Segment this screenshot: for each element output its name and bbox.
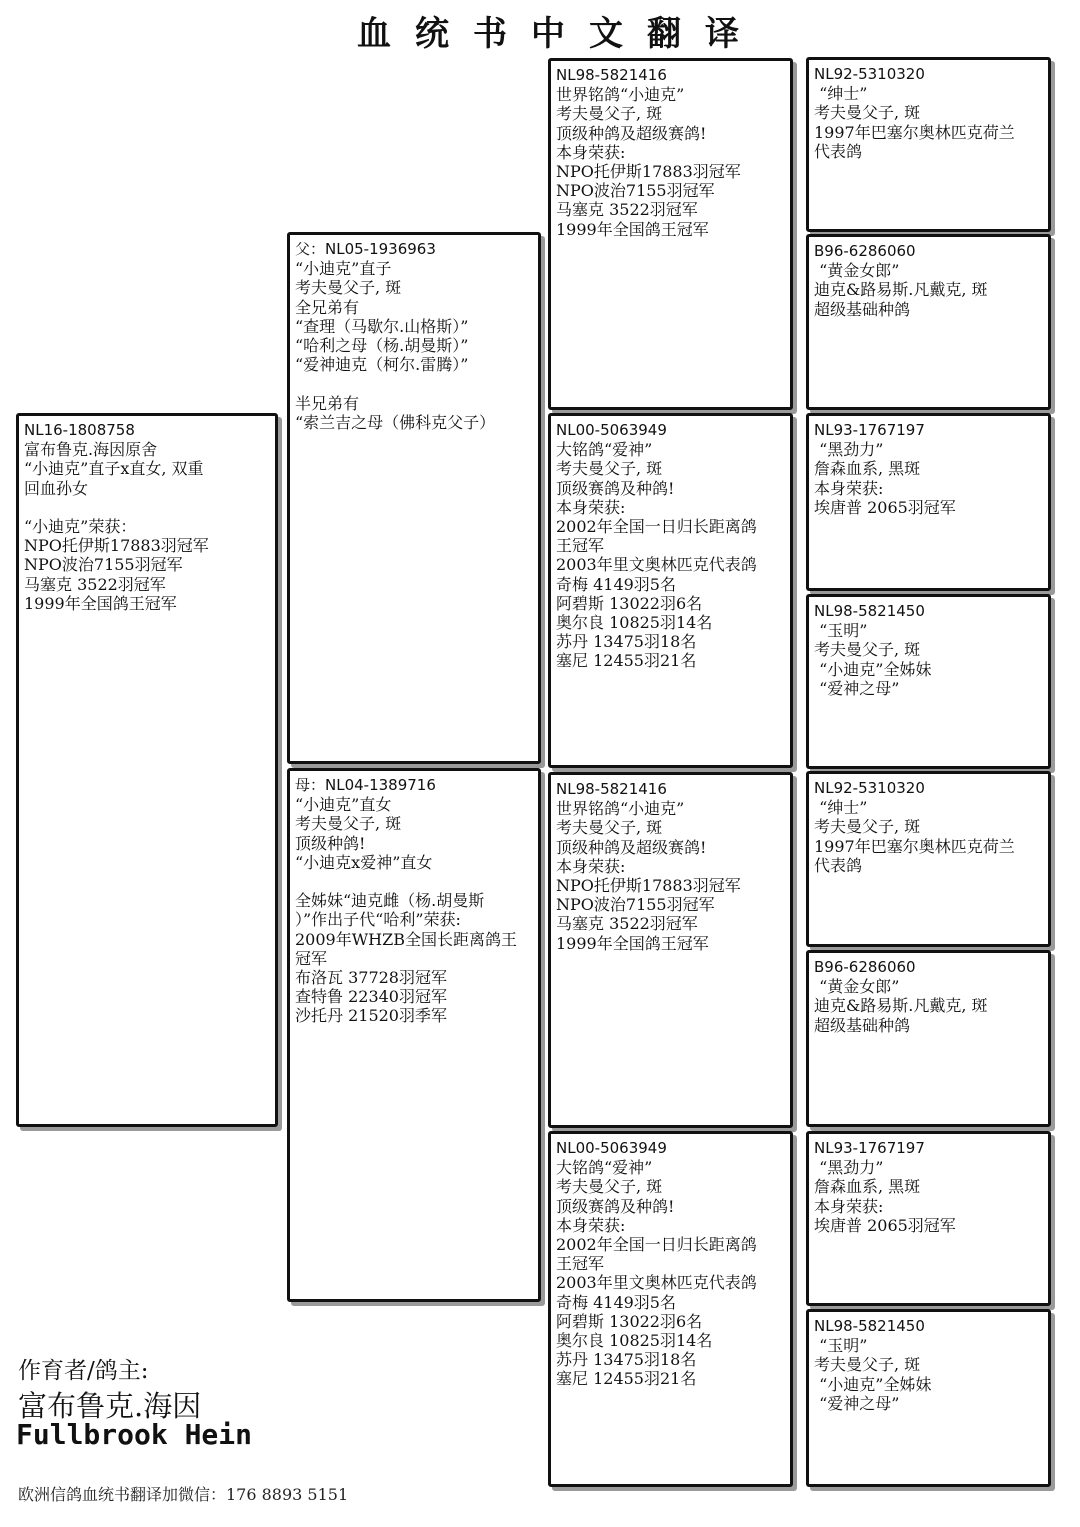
pedigree-line: 1999年全国鸽王冠军 [556, 933, 709, 953]
pedigree-line: “绅士” [814, 84, 868, 104]
pedigree-line: 1997年巴塞尔奥林匹克荷兰 [814, 836, 1015, 856]
ring-number: NL98-5821450 [814, 1317, 925, 1335]
pedigree-line: NPO波治7155羽冠军 [24, 555, 183, 575]
pedigree-line: 考夫曼父子, 斑 [295, 278, 402, 298]
pedigree-line: NPO托伊斯17883羽冠军 [556, 876, 741, 896]
pedigree-line: NPO波治7155羽冠军 [556, 895, 715, 915]
pedigree-line: 全姊妹“迪克雌（杨.胡曼斯 [295, 891, 485, 911]
footer-contact: 欧洲信鸽血统书翻译加微信：176 8893 5151 [18, 1485, 349, 1504]
pedigree-line [295, 872, 534, 891]
pedigree-line: 1999年全国鸽王冠军 [556, 219, 709, 239]
pedigree-line: ）”作出子代“哈利”荣获: [295, 910, 461, 930]
ring-number: 母：NL04-1389716 [295, 776, 436, 794]
pedigree-line: “小迪克”直女 [295, 795, 392, 815]
pedigree-line: 顶级种鸽及超级赛鸽! [556, 123, 707, 143]
pedigree-line: 王冠军 [556, 1254, 605, 1274]
ring-number: B96-6286060 [814, 242, 916, 260]
pedigree-line: 王冠军 [556, 536, 605, 556]
pedigree-line: 苏丹 13475羽18名 [556, 632, 697, 652]
pedigree-line: 考夫曼父子, 斑 [556, 459, 663, 479]
ring-number: NL00-5063949 [556, 421, 667, 439]
pedigree-line: 埃唐普 2065羽冠军 [814, 497, 956, 517]
pedigree-line: “索兰吉之母（佛科克父子） [295, 412, 496, 432]
pedigree-box-dam [287, 768, 541, 1302]
pedigree-box-dam-sire [548, 772, 793, 1128]
pedigree-line: 代表鸽 [814, 141, 863, 161]
breeder-name-chinese: 富布鲁克.海因 [18, 1389, 202, 1423]
ring-number: NL92-5310320 [814, 65, 925, 83]
pedigree-line: 塞尼 12455羽21名 [556, 1369, 697, 1389]
pedigree-line: 半兄弟有 [295, 393, 360, 413]
pedigree-line: 回血孙女 [24, 478, 89, 498]
pedigree-line: 本身荣获: [556, 497, 626, 517]
breeder-name-english: Fullbrook Hein [16, 1418, 253, 1451]
pedigree-line: 顶级赛鸽及种鸽! [556, 478, 675, 498]
pedigree-box-sire [287, 232, 541, 764]
pedigree-box-dsd [806, 950, 1051, 1127]
pedigree-line: 顶级种鸽! [295, 833, 366, 853]
pedigree-line: 超级基础种鸽 [814, 299, 911, 319]
pedigree-line: 迪克&路易斯.凡戴克, 斑 [814, 280, 988, 300]
pedigree-box-sire-sire [548, 58, 793, 410]
pedigree-line: 冠军 [295, 948, 328, 968]
pedigree-line: 2003年里文奥林匹克代表鸽 [556, 1273, 757, 1293]
pedigree-line: 1999年全国鸽王冠军 [24, 593, 177, 613]
pedigree-line: 2002年全国一日归长距离鸽 [556, 1235, 757, 1255]
pedigree-line: 詹森血系, 黑斑 [814, 459, 921, 479]
pedigree-line: “黄金女郎” [814, 977, 900, 997]
ring-number: NL98-5821416 [556, 66, 667, 84]
pedigree-line: 埃唐普 2065羽冠军 [814, 1215, 956, 1235]
pedigree-line: “爱神之母” [814, 678, 900, 698]
pedigree-line: 马塞克 3522羽冠军 [24, 574, 166, 594]
pedigree-line: 马塞克 3522羽冠军 [556, 200, 698, 220]
pedigree-line: 本身荣获: [814, 1196, 884, 1216]
pedigree-line: “黑劲力” [814, 440, 884, 460]
pedigree-line: 考夫曼父子, 斑 [556, 1177, 663, 1197]
ring-number: B96-6286060 [814, 958, 916, 976]
ring-number: NL00-5063949 [556, 1139, 667, 1157]
pedigree-line: 顶级种鸽及超级赛鸽! [556, 837, 707, 857]
pedigree-line: 奇梅 4149羽5名 [556, 574, 676, 594]
pedigree-line: “哈利之母（杨.胡曼斯）” [295, 336, 469, 356]
pedigree-line [24, 498, 271, 517]
page-title: 血统书中文翻译 [357, 14, 763, 54]
pedigree-line: 考夫曼父子, 斑 [814, 1355, 921, 1375]
pedigree-line: “玉明” [814, 621, 868, 641]
breeder-label: 作育者/鸽主: [18, 1358, 149, 1384]
pedigree-line: 世界铭鸽“小迪克” [556, 85, 685, 105]
pedigree-line: 奇梅 4149羽5名 [556, 1292, 676, 1312]
pedigree-line: 沙托丹 21520羽季军 [295, 1006, 447, 1026]
pedigree-box-sdd [806, 594, 1051, 769]
ring-number: NL92-5310320 [814, 779, 925, 797]
pedigree-line: 世界铭鸽“小迪克” [556, 799, 685, 819]
pedigree-line: 1997年巴塞尔奥林匹克荷兰 [814, 122, 1015, 142]
pedigree-line: “黄金女郎” [814, 261, 900, 281]
pedigree-box-ssd [806, 234, 1051, 410]
pedigree-box-dss [806, 771, 1051, 947]
pedigree-line: “小迪克x爱神”直女 [295, 852, 433, 872]
pedigree-line: “小迪克”全姊妹 [814, 1374, 932, 1394]
pedigree-line: 考夫曼父子, 斑 [814, 640, 921, 660]
pedigree-line: “小迪克”荣获： [24, 517, 137, 537]
pedigree-line: NPO托伊斯17883羽冠军 [24, 536, 209, 556]
pedigree-line: NPO托伊斯17883羽冠军 [556, 162, 741, 182]
pedigree-line: “小迪克”全姊妹 [814, 659, 932, 679]
pedigree-line: 詹森血系, 黑斑 [814, 1177, 921, 1197]
pedigree-line: 本身荣获: [556, 1215, 626, 1235]
ring-number: NL93-1767197 [814, 1139, 925, 1157]
pedigree-line: 苏丹 13475羽18名 [556, 1350, 697, 1370]
pedigree-box-dam-dam [548, 1131, 793, 1487]
pedigree-line: “玉明” [814, 1336, 868, 1356]
pedigree-line: 富布鲁克.海因原舍 [24, 440, 158, 460]
pedigree-line: “查理（马歇尔.山格斯）” [295, 316, 469, 336]
pedigree-line: “爱神迪克（柯尔.雷腾）” [295, 355, 469, 375]
pedigree-line: 考夫曼父子, 斑 [814, 817, 921, 837]
pedigree-line: 大铭鸽“爱神” [556, 1158, 653, 1178]
pedigree-line: 2003年里文奥林匹克代表鸽 [556, 555, 757, 575]
pedigree-line: “小迪克”直子 [295, 259, 392, 279]
ring-number: NL16-1808758 [24, 421, 135, 439]
pedigree-line: “黑劲力” [814, 1158, 884, 1178]
pedigree-line: 考夫曼父子, 斑 [295, 814, 402, 834]
pedigree-line: 马塞克 3522羽冠军 [556, 914, 698, 934]
pedigree-line: 本身荣获: [556, 856, 626, 876]
pedigree-line: 考夫曼父子, 斑 [556, 104, 663, 124]
pedigree-box-subject [16, 413, 278, 1127]
pedigree-line: “绅士” [814, 798, 868, 818]
pedigree-line: NPO波治7155羽冠军 [556, 181, 715, 201]
pedigree-line: 全兄弟有 [295, 297, 360, 317]
pedigree-line: 奥尔良 10825羽14名 [556, 613, 713, 633]
pedigree-line: “爱神之母” [814, 1393, 900, 1413]
pedigree-box-sds [806, 413, 1051, 591]
pedigree-line: 布洛瓦 37728羽冠军 [295, 968, 447, 988]
pedigree-line: 阿碧斯 13022羽6名 [556, 1311, 703, 1331]
pedigree-line: 超级基础种鸽 [814, 1015, 911, 1035]
pedigree-line: 顶级赛鸽及种鸽! [556, 1196, 675, 1216]
pedigree-line: 奥尔良 10825羽14名 [556, 1331, 713, 1351]
pedigree-line: 代表鸽 [814, 855, 863, 875]
ring-number: 父：NL05-1936963 [295, 240, 436, 258]
pedigree-line: 阿碧斯 13022羽6名 [556, 593, 703, 613]
pedigree-line: 考夫曼父子, 斑 [814, 103, 921, 123]
pedigree-box-dds [806, 1131, 1051, 1306]
pedigree-line: 考夫曼父子, 斑 [556, 818, 663, 838]
pedigree-line: 大铭鸽“爱神” [556, 440, 653, 460]
pedigree-box-sss [806, 57, 1051, 232]
pedigree-line: 查特鲁 22340羽冠军 [295, 987, 447, 1007]
ring-number: NL98-5821450 [814, 602, 925, 620]
pedigree-line: 2002年全国一日归长距离鸽 [556, 517, 757, 537]
pedigree-box-ddd [806, 1309, 1051, 1487]
pedigree-box-sire-dam [548, 413, 793, 768]
pedigree-line: 2009年WHZB全国长距离鸽王 [295, 929, 517, 949]
pedigree-line: 本身荣获: [556, 142, 626, 162]
pedigree-line: 迪克&路易斯.凡戴克, 斑 [814, 996, 988, 1016]
pedigree-line: 本身荣获: [814, 478, 884, 498]
pedigree-line [295, 374, 534, 393]
pedigree-line: 塞尼 12455羽21名 [556, 651, 697, 671]
pedigree-line: “小迪克”直子x直女, 双重 [24, 459, 204, 479]
ring-number: NL98-5821416 [556, 780, 667, 798]
ring-number: NL93-1767197 [814, 421, 925, 439]
